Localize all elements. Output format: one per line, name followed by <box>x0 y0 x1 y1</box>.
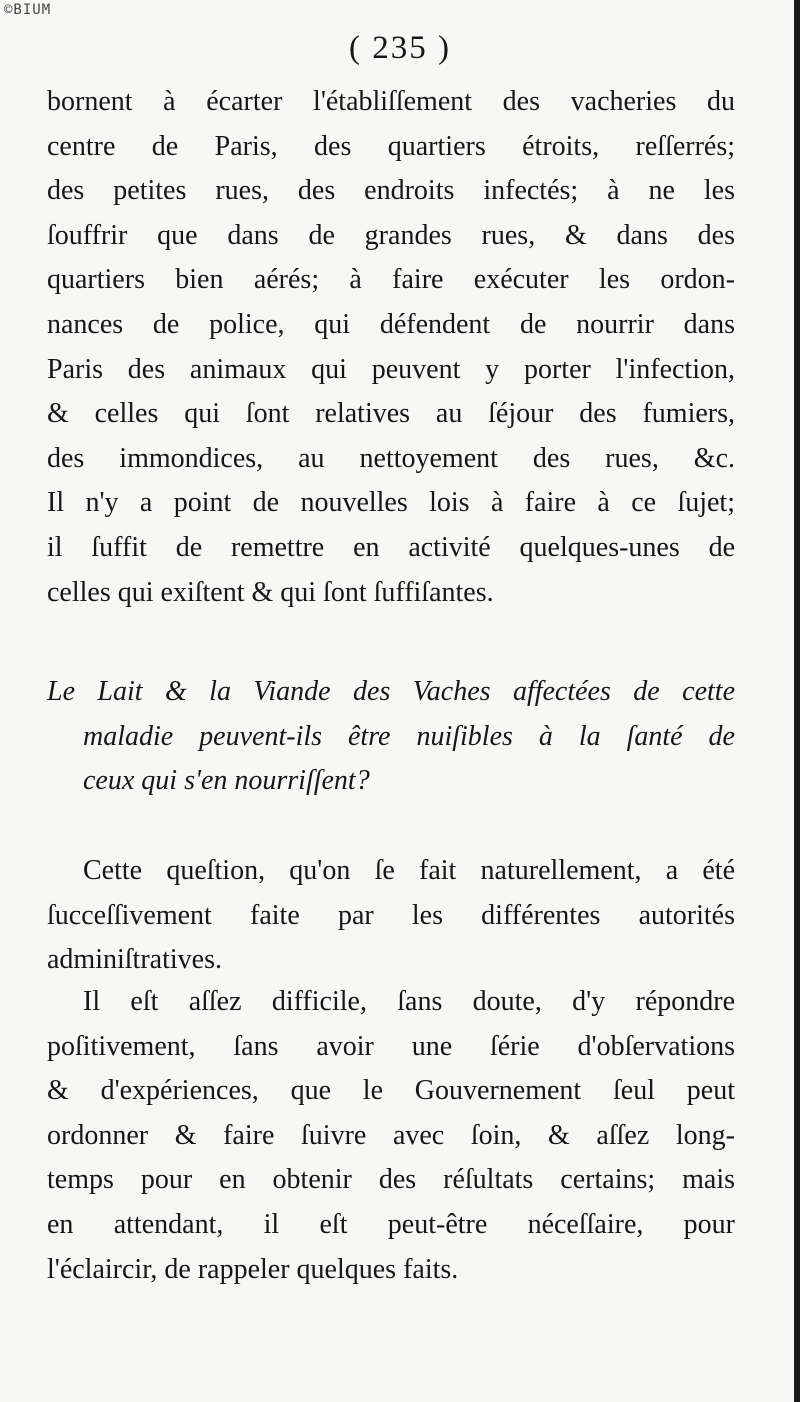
text-line: & celles qui ſont relatives au ſéjour des fumiers, <box>47 398 735 430</box>
paragraph-3 <box>47 980 735 1292</box>
text-line: Cette queſtion, qu'on ſe fait naturellement, a été <box>83 855 735 886</box>
text-line: des petites rues, des endroits infectés; à ne les <box>47 175 735 207</box>
paragraph-1 <box>47 80 735 615</box>
heading-line: ceux qui s'en nourriſſent? <box>83 765 370 797</box>
text-line: l'éclaircir, de rappeler quelques faits. <box>47 1253 459 1285</box>
text-line: en attendant, il eſt peut-être néceſſaire, pour <box>47 1208 735 1240</box>
page-edge-shadow <box>794 0 800 1402</box>
text-line: bornent à écarter l'établiſſement des vacheries du <box>47 86 735 117</box>
page-number: ( 235 ) <box>349 30 451 66</box>
text-line: nances de police, qui défendent de nourrir dans <box>47 308 735 340</box>
paragraph-2 <box>47 849 735 983</box>
text-line: ſouffrir que dans de grandes rues, & dans des <box>47 219 735 251</box>
text-line: centre de Paris, des quartiers étroits, reſſerrés; <box>47 130 735 162</box>
text-line: Il n'y a point de nouvelles lois à faire à ce ſujet; <box>47 487 735 519</box>
text-line: Paris des animaux qui peuvent y porter l'infection, <box>47 353 735 385</box>
heading-line: Le Lait & la Viande des Vaches affectées de cette <box>47 676 735 707</box>
heading-line: maladie peuvent-ils être nuiſibles à la ſanté de <box>83 720 735 752</box>
text-line: Il eſt aſſez difficile, ſans doute, d'y répondre <box>83 986 735 1017</box>
section-heading <box>47 670 735 804</box>
text-line: temps pour en obtenir des réſultats certains; mais <box>47 1164 735 1196</box>
text-line: ſucceſſivement faite par les différentes autorités <box>47 899 735 931</box>
text-line: & d'expériences, que le Gouvernement ſeul peut <box>47 1075 735 1107</box>
text-line: poſitivement, ſans avoir une ſérie d'obſervations <box>47 1030 735 1062</box>
text-line: il ſuffit de remettre en activité quelques-unes de <box>47 531 735 563</box>
text-line: des immondices, au nettoyement des rues, &c. <box>47 442 735 474</box>
text-line: celles qui exiſtent & qui ſont ſuffiſantes. <box>47 576 494 608</box>
text-line: adminiſtratives. <box>47 944 222 976</box>
text-line: ordonner & faire ſuivre avec ſoin, & aſſez long- <box>47 1119 735 1151</box>
text-line: quartiers bien aérés; à faire exécuter les ordon- <box>47 264 735 296</box>
watermark: ©BIUM <box>4 2 52 18</box>
